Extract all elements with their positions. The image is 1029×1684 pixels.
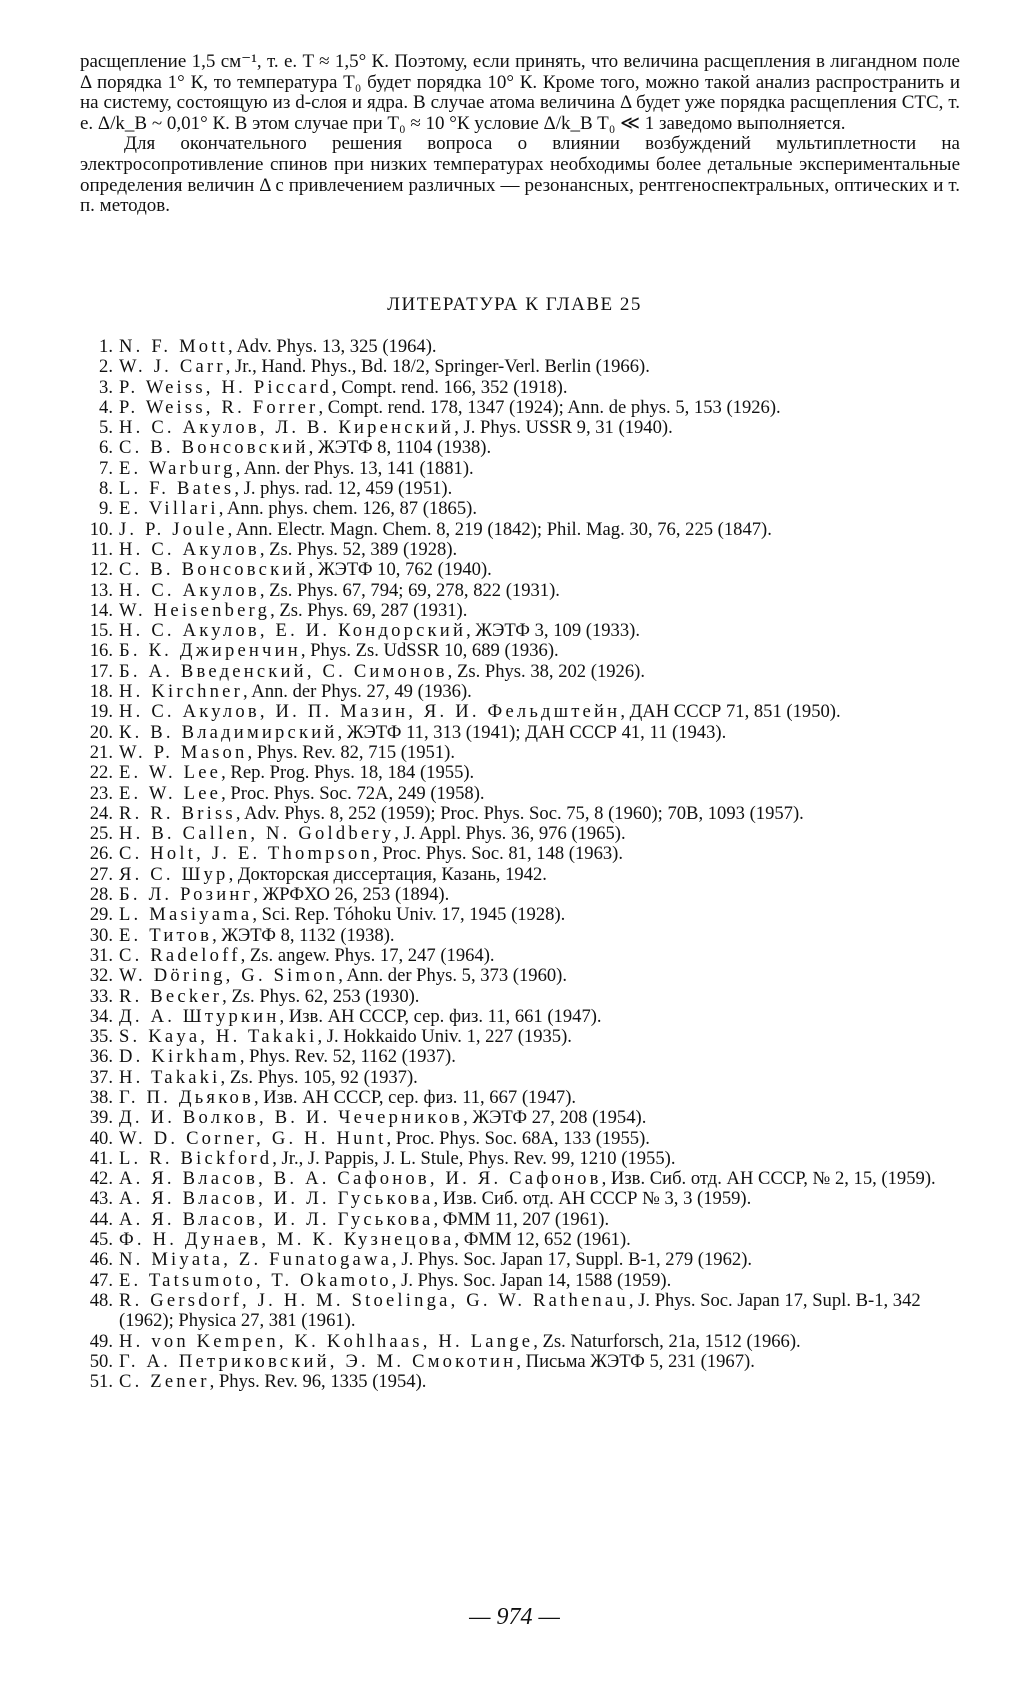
reference-item [80,378,960,398]
reference-number: 41. [89,1147,113,1169]
reference-text [119,1108,960,1128]
reference-number: 33. [89,985,113,1007]
page-number: — 974 — [469,1604,560,1630]
reference-text [119,438,960,458]
reference-text [119,1068,960,1088]
reference-authors: W. D. Corner, G. H. Hunt [119,1127,387,1149]
reference-source: , Phys. Rev. 96, 1335 (1954). [209,1371,427,1393]
reference-source: , Ann. der Phys. 13, 141 (1881). [235,457,474,479]
reference-authors: E. Tatsumoto, T. Okamoto [119,1269,392,1291]
reference-source: , J. Phys. USSR 9, 31 (1940). [454,417,673,439]
reference-number: 21. [89,741,113,763]
reference-source: , Phys. Rev. 52, 1162 (1937). [239,1046,456,1068]
reference-number: 8. [99,478,113,500]
reference-authors: R. Becker [119,985,223,1007]
reference-text [119,885,960,905]
reference-text [119,905,960,925]
reference-item [80,1250,960,1270]
reference-authors: Б. Л. Розинг [119,884,254,906]
reference-number: 18. [89,681,113,703]
reference-item [80,682,960,702]
reference-text [119,418,960,438]
reference-source: , Zs. Phys. 52, 389 (1928). [259,538,458,560]
reference-item [80,520,960,540]
reference-authors: S. Kaya, H. Takaki [119,1026,318,1048]
reference-authors: R. Gersdorf, J. H. M. Stoelinga, G. W. Rathenau [119,1289,629,1311]
reference-source: , Proc. Phys. Soc. 72A, 249 (1958). [221,782,485,804]
reference-number: 32. [89,965,113,987]
reference-number: 30. [89,924,113,946]
reference-authors: Д. А. Штуркин [119,1005,280,1027]
reference-authors: C. Radeloff [119,944,241,966]
reference-text [119,1189,960,1209]
reference-source: , ЖЭТФ 11, 313 (1941); ДАН СССР 41, 11 (1943). [337,721,727,743]
reference-item [80,1007,960,1027]
reference-number: 6. [99,437,113,459]
reference-number: 16. [89,640,113,662]
reference-text [119,824,960,844]
reference-number: 1. [99,336,113,357]
reference-item [80,357,960,377]
reference-source: , ЖЭТФ 10, 762 (1940). [308,559,492,581]
reference-source: , J. Phys. Soc. Japan 14, 1588 (1959). [391,1269,672,1291]
reference-number: 12. [89,559,113,581]
reference-authors: E. W. Lee [119,762,222,784]
reference-item [80,723,960,743]
reference-number: 9. [99,498,113,520]
reference-item [80,662,960,682]
reference-text [119,1210,960,1230]
reference-source: , Phys. Zs. UdSSR 10, 689 (1936). [300,640,559,662]
reference-item [80,1189,960,1209]
reference-item [80,804,960,824]
reference-authors: H. von Kempen, K. Kohlhaas, H. Lange [119,1330,534,1352]
reference-source: , Ann. phys. chem. 126, 87 (1865). [218,498,477,520]
reference-authors: А. Я. Власов, В. А. Сафонов, И. Я. Сафонов [119,1168,602,1190]
reference-source: , Compt. rend. 178, 1347 (1924); Ann. de phys. 5, 153 (1926). [318,396,781,418]
reference-item [80,398,960,418]
reference-source: , J. Phys. Soc. Japan 17, Suppl. B-1, 279 (1962). [392,1249,753,1271]
reference-authors: Г. А. Петриковский, Э. М. Смокотин [119,1350,517,1372]
reference-authors: E. W. Lee [119,782,222,804]
reference-text [119,723,960,743]
reference-item [80,966,960,986]
reference-authors: Н. С. Акулов, Е. И. Кондорский [119,620,467,642]
reference-item [80,844,960,864]
reference-text [119,540,960,560]
reference-authors: L. R. Bickford [119,1147,273,1169]
reference-source: , Proc. Phys. Soc. 81, 148 (1963). [373,843,624,865]
reference-source: , ЖЭТФ 3, 109 (1933). [466,620,640,642]
reference-text [119,601,960,621]
reference-item [80,1129,960,1149]
reference-text [119,1169,960,1189]
reference-text [119,1230,960,1250]
reference-text [119,337,960,357]
reference-number: 48. [89,1289,113,1311]
reference-authors: J. P. Joule [119,518,228,540]
reference-number: 49. [89,1330,113,1352]
reference-number: 29. [89,904,113,926]
reference-item [80,621,960,641]
reference-source: , Zs. Naturforsch, 21a, 1512 (1966). [533,1330,801,1352]
reference-source: , Zs. angew. Phys. 17, 247 (1964). [240,944,495,966]
reference-text [119,459,960,479]
reference-source: , J. Appl. Phys. 36, 976 (1965). [394,823,626,845]
reference-number: 36. [89,1046,113,1068]
reference-number: 2. [99,356,113,378]
reference-source: , Jr., Hand. Phys., Bd. 18/2, Springer-Verl. Berlin (1966). [225,356,650,378]
reference-source: , Proc. Phys. Soc. 68A, 133 (1955). [386,1127,650,1149]
reference-item [80,1372,960,1392]
reference-source: , Jr., J. Pappis, J. L. Stule, Phys. Rev. 99, 1210 (1955). [272,1147,676,1169]
reference-text [119,1129,960,1149]
reference-item [80,1352,960,1372]
reference-authors: Н. С. Акулов, И. П. Мазин, Я. И. Фельдштейн [119,701,621,723]
reference-item [80,1108,960,1128]
reference-authors: H. B. Callen, N. Goldbery [119,823,395,845]
reference-authors: W. P. Mason [119,741,248,763]
reference-source: , Compt. rend. 166, 352 (1918). [331,376,568,398]
reference-source: , Ann. Electr. Magn. Chem. 8, 219 (1842); Phil. Mag. 30, 76, 225 (1847). [227,518,772,540]
reference-number: 42. [89,1168,113,1190]
intro-text [80,52,960,217]
reference-source: , ФММ 12, 652 (1961). [454,1229,631,1251]
reference-item [80,702,960,722]
reference-item [80,641,960,661]
reference-number: 37. [89,1066,113,1088]
reference-text [119,804,960,824]
reference-source: , Изв. АН СССР, сер. физ. 11, 661 (1947). [279,1005,602,1027]
reference-text [119,682,960,702]
reference-item [80,1068,960,1088]
reference-source: , Изв. АН СССР, сер. физ. 11, 667 (1947). [253,1086,577,1108]
reference-number: 50. [89,1350,113,1372]
reference-source: , Ann. der Phys. 5, 373 (1960). [338,965,568,987]
reference-number: 5. [99,417,113,439]
reference-text [119,926,960,946]
reference-authors: Д. И. Волков, В. И. Чечерников [119,1107,464,1129]
reference-source: , Rep. Prog. Phys. 18, 184 (1955). [221,762,475,784]
reference-text [119,520,960,540]
reference-number: 43. [89,1188,113,1210]
reference-authors: Я. С. Шур [119,863,229,885]
reference-source: , Sci. Rep. Tóhoku Univ. 17, 1945 (1928). [252,904,566,926]
reference-source: , Zs. Phys. 67, 794; 69, 278, 822 (1931). [259,579,560,601]
reference-item [80,763,960,783]
reference-authors: Б. К. Джиренчин [119,640,301,662]
reference-source: , Zs. Phys. 62, 253 (1930). [222,985,420,1007]
reference-authors: Е. Титов [119,924,213,946]
reference-number: 4. [99,396,113,418]
reference-number: 26. [89,843,113,865]
reference-text [119,987,960,1007]
reference-source: , J. phys. rad. 12, 459 (1951). [234,478,453,500]
reference-number: 28. [89,884,113,906]
reference-text [119,560,960,580]
reference-authors: Н. С. Акулов [119,579,260,601]
reference-authors: W. Heisenberg [119,599,271,621]
reference-number: 51. [89,1371,113,1393]
reference-text [119,479,960,499]
reference-item [80,560,960,580]
reference-text [119,357,960,377]
reference-number: 46. [89,1249,113,1271]
reference-item [80,1169,960,1189]
reference-item [80,743,960,763]
reference-source: , Письма ЖЭТФ 5, 231 (1967). [516,1350,755,1372]
reference-text [119,1372,960,1392]
reference-text [119,499,960,519]
reference-item [80,926,960,946]
reference-text [119,946,960,966]
reference-number: 7. [99,457,113,479]
reference-item [80,784,960,804]
reference-number: 45. [89,1229,113,1251]
reference-source: , ФММ 11, 207 (1961). [433,1208,610,1230]
reference-authors: P. Weiss, R. Forrer [119,396,319,418]
reference-source: , Zs. Phys. 69, 287 (1931). [270,599,468,621]
reference-text [119,1047,960,1067]
reference-authors: С. В. Вонсовский [119,437,309,459]
reference-source: , Изв. Сиб. отд. АН СССР, № 2, 15, (1959). [601,1168,936,1190]
reference-authors: C. Zener [119,1371,210,1393]
reference-authors: H. Takaki [119,1066,221,1088]
reference-authors: А. Я. Власов, И. Л. Гуськова [119,1188,434,1210]
reference-authors: К. В. Владимирский [119,721,338,743]
reference-text [119,1007,960,1027]
reference-text [119,844,960,864]
reference-source: , Ann. der Phys. 27, 49 (1936). [243,681,472,703]
reference-text [119,641,960,661]
reference-authors: P. Weiss, H. Piccard [119,376,332,398]
reference-number: 31. [89,944,113,966]
reference-text [119,1149,960,1169]
reference-authors: R. R. Briss [119,802,236,824]
reference-item [80,1291,960,1332]
reference-item [80,337,960,357]
reference-number: 35. [89,1026,113,1048]
reference-source: , Zs. Phys. 38, 202 (1926). [447,660,645,682]
reference-authors: А. Я. Власов, И. Л. Гуськова [119,1208,434,1230]
reference-authors: Н. С. Акулов, Л. В. Киренский [119,417,455,439]
reference-authors: Б. А. Введенский, С. Симонов [119,660,448,682]
reference-text [119,1088,960,1108]
reference-number: 47. [89,1269,113,1291]
reference-authors: E. Villari [119,498,219,520]
reference-item [80,946,960,966]
reference-item [80,1230,960,1250]
reference-number: 11. [90,538,113,560]
reference-number: 23. [89,782,113,804]
reference-source: , J. Phys. Soc. Japan 17, Supl. B-1, 342 (1962); Physica 27, 381 (1961). [119,1289,921,1332]
reference-text [119,621,960,641]
reference-number: 19. [89,701,113,723]
reference-number: 38. [89,1086,113,1108]
reference-text [119,1027,960,1047]
reference-authors: N. Miyata, Z. Funatogawa [119,1249,393,1271]
reference-source: , Adv. Phys. 8, 252 (1959); Proc. Phys. Soc. 75, 8 (1960); 70B, 1093 (1957). [235,802,804,824]
reference-item [80,1027,960,1047]
reference-item [80,499,960,519]
reference-authors: L. F. Bates [119,478,235,500]
reference-authors: W. J. Carr [119,356,226,378]
reference-item [80,438,960,458]
reference-authors: Ф. Н. Дунаев, М. К. Кузнецова [119,1229,455,1251]
reference-item [80,418,960,438]
reference-text [119,1332,960,1352]
reference-number: 39. [89,1107,113,1129]
reference-number: 40. [89,1127,113,1149]
references-heading: ЛИТЕРАТУРА К ГЛАВЕ 25 [387,294,642,315]
reference-text [119,378,960,398]
reference-authors: L. Masiyama [119,904,253,926]
intro-paragraph-1: расщепление 1,5 см⁻¹, т. е. T ≈ 1,5° К. Поэтому, если принять, что величина расщепления в лигандном поле Δ порядка 1° К, то температура T₀ будет порядка 10° К. Кроме того, можно такой анализ распространить и на систему, состоящую из d-слоя и ядра. В случае атома величина Δ будет уже порядка расщепления СТС, т. е. Δ/k_B ~ 0,01° К. В этом случае при T₀ ≈ 10 °К условие Δ/k_B T₀ ≪ 1 заведомо выполняется. [80,51,960,134]
reference-source: , ДАН СССР 71, 851 (1950). [620,701,841,723]
reference-authors: Г. П. Дьяков [119,1086,254,1108]
reference-number: 27. [89,863,113,885]
reference-item [80,885,960,905]
reference-item [80,601,960,621]
reference-number: 15. [89,620,113,642]
reference-source: , Adv. Phys. 13, 325 (1964). [228,336,437,357]
reference-item [80,865,960,885]
reference-source: , ЖЭТФ 8, 1104 (1938). [308,437,492,459]
reference-text [119,763,960,783]
reference-number: 14. [89,599,113,621]
reference-number: 24. [89,802,113,824]
reference-number: 17. [89,660,113,682]
reference-item [80,540,960,560]
reference-item [80,1210,960,1230]
reference-item [80,824,960,844]
reference-source: , J. Hokkaido Univ. 1, 227 (1935). [317,1026,572,1048]
reference-number: 10. [89,518,113,540]
reference-text [119,1250,960,1270]
reference-item [80,987,960,1007]
reference-text [119,865,960,885]
reference-text [119,662,960,682]
reference-item [80,1271,960,1291]
reference-number: 44. [89,1208,113,1230]
reference-source: , ЖЭТФ 8, 1132 (1938). [212,924,395,946]
reference-item [80,459,960,479]
reference-item [80,905,960,925]
reference-text [119,966,960,986]
reference-authors: H. Kirchner [119,681,244,703]
reference-number: 13. [89,579,113,601]
reference-item [80,1047,960,1067]
reference-item [80,479,960,499]
reference-text [119,1291,960,1332]
reference-source: , Докторская диссертация, Казань, 1942. [228,863,547,885]
reference-number: 25. [89,823,113,845]
reference-item [80,581,960,601]
reference-text [119,1271,960,1291]
reference-item [80,1088,960,1108]
reference-source: , ЖЭТФ 27, 208 (1954). [463,1107,647,1129]
reference-authors: N. F. Mott [119,336,229,357]
reference-source: , Zs. Phys. 105, 92 (1937). [220,1066,418,1088]
references-list [80,337,960,1392]
intro-paragraph-2: Для окончательного решения вопроса о влиянии возбуждений мультиплетности на электросопротивление спинов при низких температурах необходимы более детальные экспериментальные определения величин Δ с привлечением различных — резонансных, рентгеноспектральных, оптических и т. п. методов. [80,133,960,217]
reference-text [119,398,960,418]
reference-number: 20. [89,721,113,743]
reference-authors: С. В. Вонсовский [119,559,309,581]
reference-text [119,784,960,804]
reference-authors: W. Döring, G. Simon [119,965,339,987]
reference-source: , Phys. Rev. 82, 715 (1951). [247,741,455,763]
reference-number: 34. [89,1005,113,1027]
reference-item [80,1149,960,1169]
reference-text [119,702,960,722]
reference-number: 3. [99,376,113,398]
reference-item [80,1332,960,1352]
reference-authors: D. Kirkham [119,1046,240,1068]
reference-authors: C. Holt, J. E. Thompson [119,843,374,865]
reference-source: , Изв. Сиб. отд. АН СССР № 3, 3 (1959). [433,1188,752,1210]
reference-authors: E. Warburg [119,457,236,479]
reference-authors: Н. С. Акулов [119,538,260,560]
reference-text [119,581,960,601]
reference-text [119,743,960,763]
reference-source: , ЖРФХО 26, 253 (1894). [253,884,450,906]
reference-number: 22. [89,762,113,784]
reference-text [119,1352,960,1372]
